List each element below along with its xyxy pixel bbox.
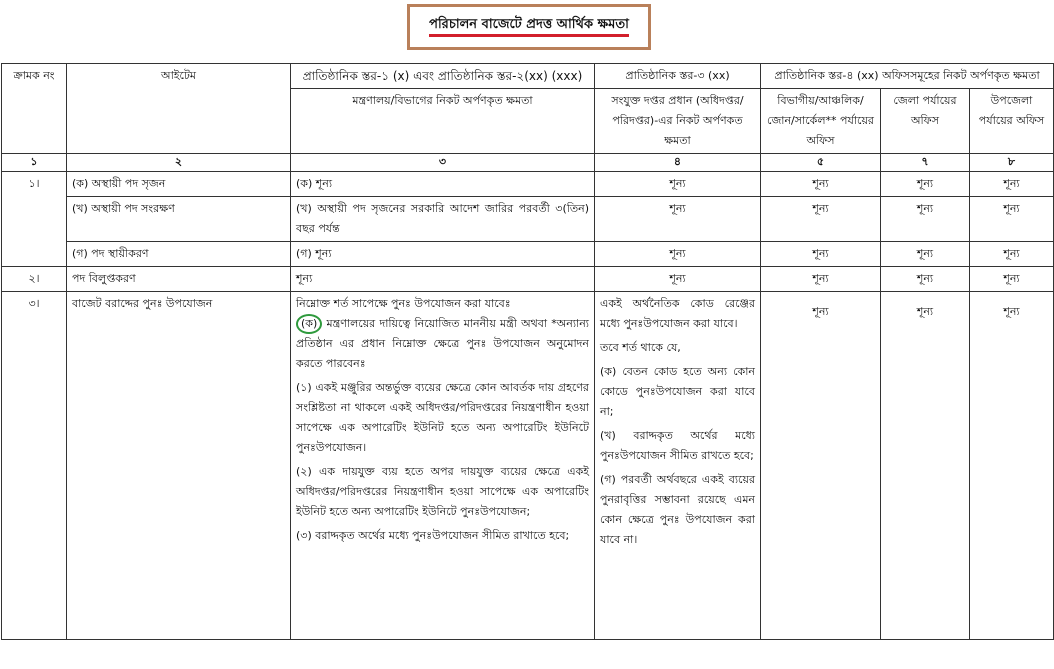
header-level4-dist: জেলা পর্যায়ের অফিস (881, 89, 970, 154)
title-box (407, 4, 651, 50)
header-level12-sub: মন্ত্রণালয়/বিভাগের নিকট অর্পণকৃত ক্ষমতা (291, 89, 595, 154)
row-upz: শূন্য (970, 197, 1054, 242)
col-number: ২ (67, 154, 291, 172)
header-serial: ক্রামক নং (2, 64, 67, 154)
row-item: পদ বিলুপ্তকরণ (67, 267, 291, 292)
row-level3: শূন্য (595, 197, 761, 242)
l3-condition-intro: একই অর্থনৈতিক কোড রেঞ্জের মধ্যে পুনঃউপযোজন করা যাবে। (600, 297, 755, 330)
header-level3-sub: সংযুক্ত দপ্তর প্রধান (অধিদপ্তর/পরিদপ্তর)-এর নিকট অর্পণকত ক্ষমতা (595, 89, 761, 154)
condition-ka-text: মন্ত্রণালয়ের দায়িত্বে নিয়োজিত মাননীয় মন্ত্রী অথবা *অন্যান্য প্রতিষ্ঠান এর প্রধান নিম্নোক্ত ক্ষেত্রে পুনঃ উপযোজন অনুমোদন করতে পারবেনঃ (296, 317, 589, 370)
row-upz: শূন্য (970, 292, 1054, 640)
row-level12: (ক) শূন্য (291, 172, 595, 197)
row-upz: শূন্য (970, 242, 1054, 267)
row-item: বাজেট বরাদ্দের পুনঃ উপযোজন (67, 292, 291, 640)
header-level4: প্রাতিষ্ঠানিক স্তর-৪ (xx) অফিসসমূহের নিকট অর্পণকৃত ক্ষমতা (761, 64, 1054, 89)
col-number: ৩ (291, 154, 595, 172)
row-serial: ৩। (2, 292, 67, 640)
header-level3: প্রাতিষ্ঠানিক স্তর-৩ (xx) (595, 64, 761, 89)
l3-condition-ga: (গ) পরবর্তী অর্থবছরে একই ব্যয়ের পুনরাবৃত্তির সম্ভাবনা রয়েছে এমন কোন ক্ষেত্রে পুনঃ উপযোজন করা যাবে না। (600, 473, 755, 546)
row-level12: শূন্য (291, 267, 595, 292)
condition-3: (৩) বরাদ্দকৃত অর্থের মধ্যে পুনঃউপযোজন সীমিত রাখাতে হবে; (296, 529, 570, 542)
row-div: শূন্য (761, 197, 881, 242)
col-number: ৮ (970, 154, 1054, 172)
column-number-row (2, 154, 1054, 172)
row-dist: শূন্য (881, 242, 970, 267)
header-row-1 (2, 64, 1054, 89)
row-dist: শূন্য (881, 197, 970, 242)
col-number: ৫ (761, 154, 881, 172)
row-level12-conditions (291, 292, 595, 640)
header-level4-div: বিভাগীয়/আঞ্চলিক/ জোন/সার্কেল** পর্যায়ের অফিস (761, 89, 881, 154)
header-level4-upz: উপজেলা পর্যায়ের অফিস (970, 89, 1054, 154)
circled-mark: (ক) (296, 314, 322, 334)
table-row (2, 172, 1054, 197)
table-row (2, 197, 1054, 242)
row-serial: ২। (2, 267, 67, 292)
l3-condition-proviso: তবে শর্ত থাকে যে, (600, 341, 681, 354)
col-number: ৭ (881, 154, 970, 172)
row-serial: ১। (2, 172, 67, 267)
table-row (2, 267, 1054, 292)
row-dist: শূন্য (881, 292, 970, 640)
row-dist: শূন্য (881, 172, 970, 197)
row-level3: শূন্য (595, 242, 761, 267)
page-title: পরিচালন বাজেটে প্রদত্ত আর্থিক ক্ষমতা (429, 17, 629, 37)
condition-1: (১) একই মঞ্জুরির অন্তর্ভুক্ত ব্যয়ের ক্ষেত্রে কোন আবর্তক দায় গ্রহণের সংশ্লিষ্টতা না থাকলে একই অধিদপ্তর/পরিদপ্তরের নিয়ন্ত্রণাধীন হওয়া সাপেক্ষে এক অপারেটিং ইউনিট হতে অন্য অপারেটিং ইউনিটে পুনঃউপযোজন। (296, 381, 589, 454)
header-level12: প্রাতিষ্ঠানিক স্তর-১ (x) এবং প্রাতিষ্ঠানিক স্তর-২(xx) (xxx) (291, 64, 595, 89)
row-level3: শূন্য (595, 267, 761, 292)
col-number: ১ (2, 154, 67, 172)
budget-power-table (1, 63, 1054, 640)
row-level12: (গ) শূন্য (291, 242, 595, 267)
header-item: আইটেম (67, 64, 291, 154)
table-row (2, 292, 1054, 640)
row-div: শূন্য (761, 242, 881, 267)
l3-condition-ka: (ক) বেতন কোড হতে অন্য কোন কোডে পুনঃউপযোজন করা যাবে না; (600, 365, 755, 418)
row-dist: শূন্য (881, 267, 970, 292)
row-div: শূন্য (761, 172, 881, 197)
row-upz: শূন্য (970, 172, 1054, 197)
row-item: (ক) অস্থায়ী পদ সৃজন (67, 172, 291, 197)
l3-condition-kha: (খ) বরাদ্দকৃত অর্থের মধ্যে পুনঃউপযোজন সীমিত রাখতে হবে; (600, 429, 755, 462)
condition-ka (296, 314, 589, 374)
row-level12: (খ) অস্থায়ী পদ সৃজনের সরকারি আদেশ জারির পরবর্তী ৩(তিন) বছর পর্যন্ত (291, 197, 595, 242)
condition-2: (২) এক দায়যুক্ত ব্যয় হতে অপর দায়যুক্ত ব্যয়ের ক্ষেত্রে একই অধিদপ্তর/পরিদপ্তরের নিয়ন্ত্রণাধীন হওয়া সাপেক্ষে এক অপারেটিং ইউনিট হতে অন্য অপারেটিং ইউনিটে পুনঃউপযোজন; (296, 465, 589, 518)
row-level3: শূন্য (595, 172, 761, 197)
row-div: শূন্য (761, 292, 881, 640)
row-div: শূন্য (761, 267, 881, 292)
table-row (2, 242, 1054, 267)
row-level3-conditions (595, 292, 761, 640)
row-item: (গ) পদ স্থায়ীকরণ (67, 242, 291, 267)
col-number: ৪ (595, 154, 761, 172)
condition-intro: নিম্নোক্ত শর্ত সাপেক্ষে পুনঃ উপযোজন করা যাবেঃ (296, 297, 511, 310)
row-upz: শূন্য (970, 267, 1054, 292)
row-item: (খ) অস্থায়ী পদ সংরক্ষণ (67, 197, 291, 242)
